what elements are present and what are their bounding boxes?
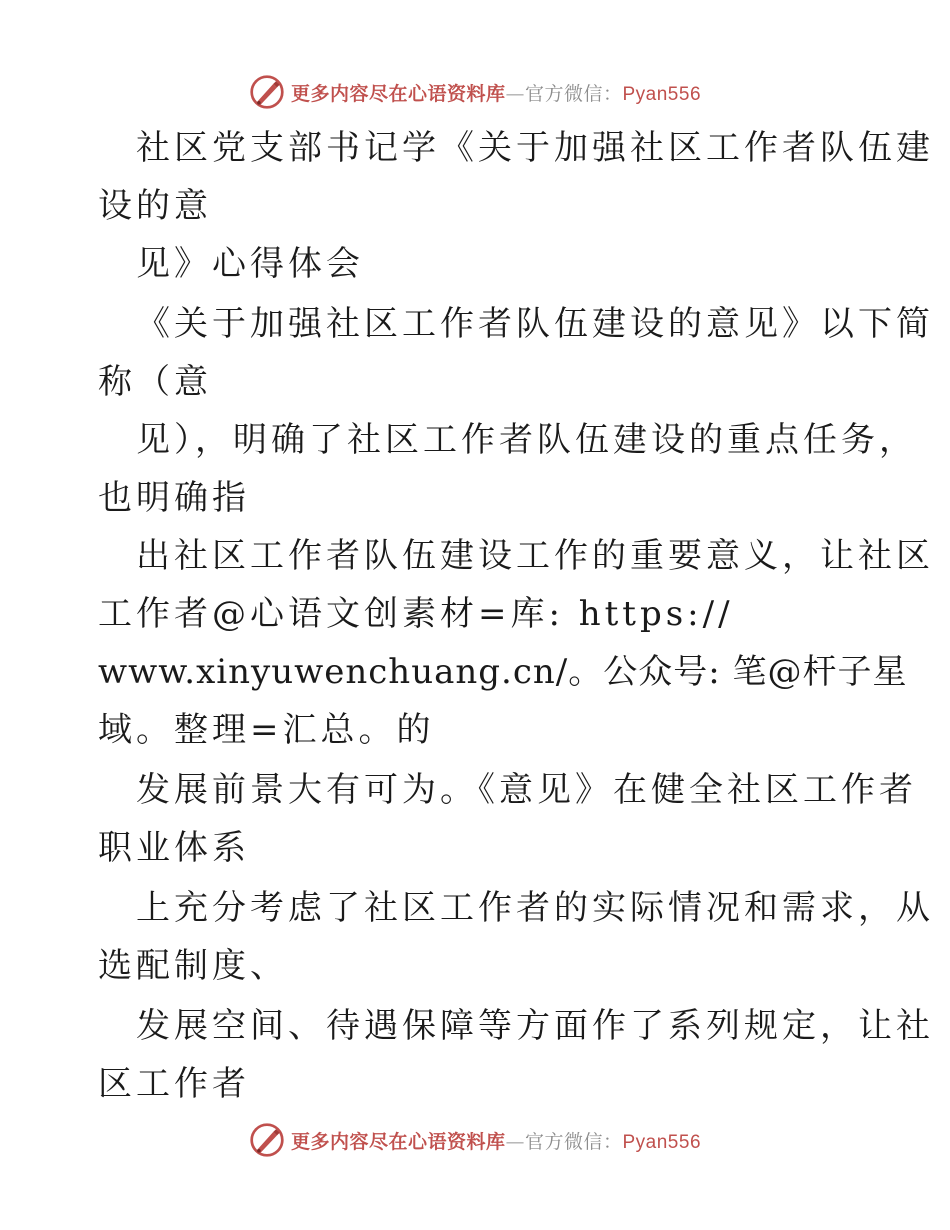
pen-logo-icon bbox=[249, 74, 285, 110]
header-banner bbox=[0, 72, 950, 112]
banner-prefix: 更多内容尽在心语资料库 bbox=[290, 82, 506, 105]
text-line: 职业体系 bbox=[98, 828, 250, 868]
text-line: 见），明确了社区工作者队伍建设的重点任务， bbox=[136, 420, 917, 460]
banner-prefix: 更多内容尽在心语资料库 bbox=[290, 1130, 506, 1153]
header-banner-text bbox=[291, 79, 701, 106]
text-line: www.xinyuwenchuang.cn/。公众号: 笔@杆子星 bbox=[98, 652, 908, 692]
text-line: 设的意 bbox=[98, 186, 212, 226]
banner-account: Pyan556 bbox=[622, 83, 702, 105]
text-line: 也明确指 bbox=[98, 478, 250, 518]
text-line: 社区党支部书记学《关于加强社区工作者队伍建 bbox=[136, 128, 934, 168]
footer-banner bbox=[0, 1120, 950, 1160]
banner-middle: 官方微信： bbox=[524, 1130, 623, 1153]
banner-dash: — bbox=[505, 1130, 525, 1153]
text-line: 出社区工作者队伍建设工作的重要意义，让社区 bbox=[136, 536, 934, 576]
banner-middle: 官方微信： bbox=[524, 82, 623, 105]
text-line: 域。整理=汇总。的 bbox=[98, 710, 435, 750]
text-line: 发展前景大有可为。《意见》在健全社区工作者 bbox=[136, 770, 917, 810]
text-line: 上充分考虑了社区工作者的实际情况和需求，从 bbox=[136, 888, 934, 928]
text-line: 《关于加强社区工作者队伍建设的意见》以下简 bbox=[136, 304, 934, 344]
text-line: 区工作者 bbox=[98, 1064, 250, 1104]
text-line: 选配制度、 bbox=[98, 946, 288, 986]
text-line: 发展空间、待遇保障等方面作了系列规定，让社 bbox=[136, 1006, 934, 1046]
pen-logo-icon bbox=[249, 1122, 285, 1158]
text-line: 见》心得体会 bbox=[136, 244, 364, 284]
text-line: 称（意 bbox=[98, 362, 212, 402]
banner-dash: — bbox=[505, 82, 525, 105]
banner-account: Pyan556 bbox=[622, 1131, 702, 1153]
text-line: 工作者@心语文创素材=库: https:// bbox=[98, 594, 734, 634]
footer-banner-text bbox=[291, 1127, 701, 1154]
